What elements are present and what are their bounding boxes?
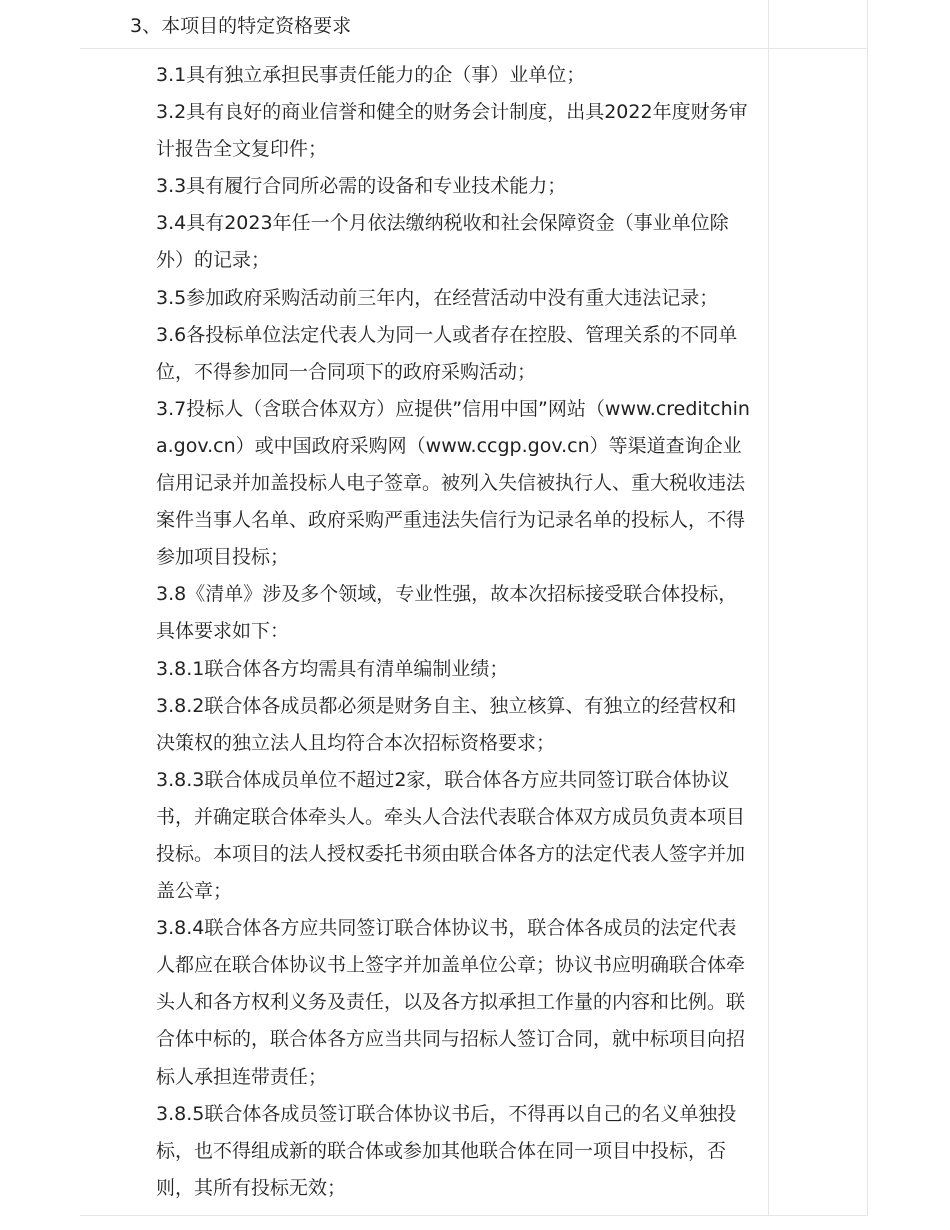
requirement-3-8: 3.8《清单》涉及多个领域，专业性强，故本次招标接受联合体投标， 具体要求如下： [156,583,738,643]
column-divider [768,0,769,1216]
section-heading: 3、本项目的特定资格要求 [130,15,352,37]
requirement-3-2: 3.2具有良好的商业信誉和健全的财务会计制度，出具2022年度财务审 计报告全文复印件； [156,101,748,161]
requirement-3-8-4: 3.8.4联合体各方应共同签订联合体协议书，联合体各成员的法定代表 人都应在联合体协议书上签字并加盖单位公章；协议书应明确联合体牵 头人和各方权利义务及责任，以及各方拟承担工作量的内容和比例。联 合体中标的，联合体各方应当共同与招标人签订合同，就中标项目向招 标人承担连带责任； [156,917,746,1088]
section-header-row [80,0,868,49]
requirement-3-6: 3.6各投标单位法定代表人为同一人或者存在控股、管理关系的不同单 位，不得参加同一合同项下的政府采购活动； [156,323,738,383]
requirement-3-8-3: 3.8.3联合体成员单位不超过2家，联合体各方应共同签订联合体协议 书，并确定联合体牵头人。牵头人合法代表联合体双方成员负责本项目 投标。本项目的法人授权委托书须由联合体各方的法定代表人签字并加 盖公章； [156,768,746,903]
requirement-3-1: 3.1具有独立承担民事责任能力的企（事）业单位； [156,64,586,86]
requirement-3-7: 3.7投标人（含联合体双方）应提供”信用中国”网站（www.creditchin a.gov.cn）或中国政府采购网（www.ccgp.gov.cn）等渠道查询企业 信用记录并加盖投标人电子签章。被列入失信被执行人、重大税收违法 案件当事人名单、政府采购严重违法失信行为记录名单的投标人，不得 参加项目投标； [156,397,750,569]
requirement-3-8-2: 3.8.2联合体各成员都必须是财务自主、独立核算、有独立的经营权和 决策权的独立法人且均符合本次招标资格要求； [156,694,737,754]
requirement-3-4: 3.4具有2023年任一个月依法缴纳税收和社会保障资金（事业单位除 外）的记录； [156,212,729,272]
table-bottom-border [80,1215,868,1216]
requirement-3-8-5: 3.8.5联合体各成员签订联合体协议书后，不得再以自己的名义单独投 标，也不得组成新的联合体或参加其他联合体在同一项目中投标，否 则，其所有投标无效； [156,1102,737,1199]
requirement-3-8-1: 3.8.1联合体各方均需具有清单编制业绩； [156,657,509,680]
column-divider [867,0,868,1216]
requirement-3-5: 3.5参加政府采购活动前三年内，在经营活动中没有重大违法记录； [156,286,719,309]
requirement-3-3: 3.3具有履行合同所必需的设备和专业技术能力； [156,175,567,198]
requirements-list [156,57,760,1207]
